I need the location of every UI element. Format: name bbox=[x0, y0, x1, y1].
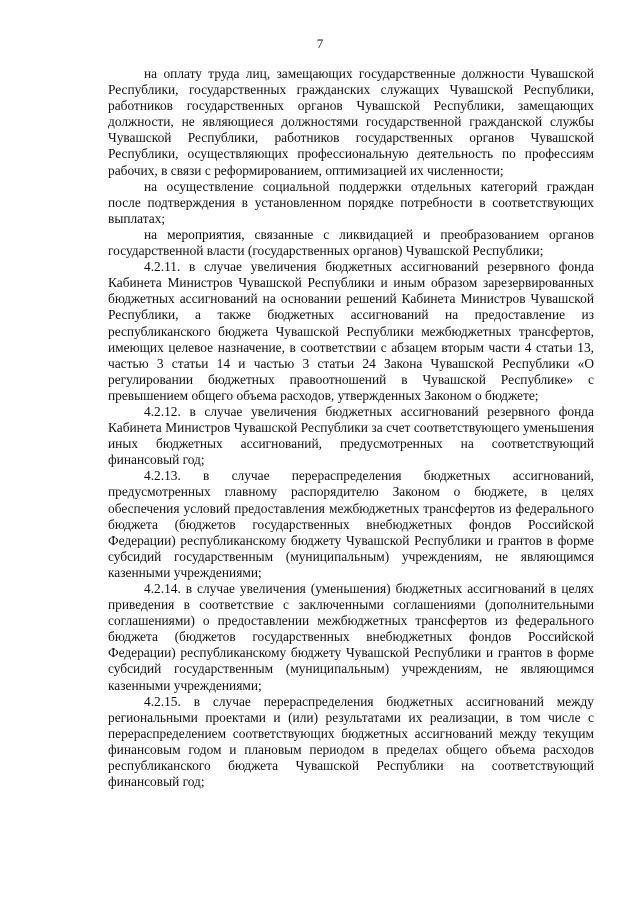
paragraph-liquidation-measures: на мероприятия, связанные с ликвидацией и преобразованием органов государственной власти (государственных органов) Чувашской Республики; bbox=[108, 226, 594, 259]
paragraph-4-2-13: 4.2.13. в случае перераспределения бюджетных ассигнований, предусмотренных главному распорядителю Законом о бюджете, в целях обеспечения условий предоставления межбюджетных трансфертов из федерального бюджета (бюджетов государственных внебюджетных фондов Российской Федерации) республиканскому бюджету Чувашской Республики и грантов в форме субсидий государственным (муниципальным) учреждениям, не являющимся казенными учреждениями; bbox=[108, 468, 594, 580]
paragraph-4-2-15: 4.2.15. в случае перераспределения бюджетных ассигнований между региональными проектами и (или) результатами их реализации, в том числе с перераспределением соответствующих бюджетных ассигнований между текущим финансовым годом и плановым периодом в пределах общего объема расходов республиканского бюджета Чувашской Республики на соответствующий финансовый год; bbox=[108, 693, 594, 790]
paragraph-4-2-12: 4.2.12. в случае увеличения бюджетных ассигнований резервного фонда Кабинета Министров Чувашской Республики за счет соответствующего уменьшения иных бюджетных ассигнований, предусмотренных на соответствующий финансовый год; bbox=[108, 403, 594, 468]
paragraph-social-support: на осуществление социальной поддержки отдельных категорий граждан после подтверждения в установленном порядке потребности в соответствующих выплатах; bbox=[108, 178, 594, 226]
paragraph-labor-payment: на оплату труда лиц, замещающих государственные должности Чувашской Республики, государственных гражданских служащих Чувашской Республики, работников государственных органов Чувашской Республики, замещающих должности, не являющиеся должностями государственной гражданской службы Чувашской Республики, работников государственных органов Чувашской Республики, осуществляющих профессиональную деятельность по профессиям рабочих, в связи с реформированием, оптимизацией их численности; bbox=[108, 66, 594, 178]
paragraph-4-2-11: 4.2.11. в случае увеличения бюджетных ассигнований резервного фонда Кабинета Министров Чувашской Республики и иным образом зарезервированных бюджетных ассигнований на основании решений Кабинета Министров Чувашской Республики, а также бюджетных ассигнований на предоставление из республиканского бюджета Чувашской Республики межбюджетных трансфертов, имеющих целевое назначение, в соответствии с абзацем вторым части 4 статьи 13, частью 3 статьи 14 и частью 3 статьи 24 Закона Чувашской Республики «О регулировании бюджетных правоотношений в Чувашской Республике» с превышением общего объема расходов, утвержденных Законом о бюджете; bbox=[108, 259, 594, 403]
document-body bbox=[108, 66, 594, 790]
paragraph-4-2-14: 4.2.14. в случае увеличения (уменьшения) бюджетных ассигнований в целях приведения в соответствие с заключенными соглашениями (дополнительными соглашениями) о предоставлении межбюджетных трансфертов из федерального бюджета (бюджетов государственных внебюджетных фондов Российской Федерации) республиканскому бюджету Чувашской Республики и грантов в форме субсидий государственным (муниципальным) учреждениям, не являющимся казенными учреждениями; bbox=[108, 581, 594, 693]
page-number: 7 bbox=[316, 36, 324, 51]
